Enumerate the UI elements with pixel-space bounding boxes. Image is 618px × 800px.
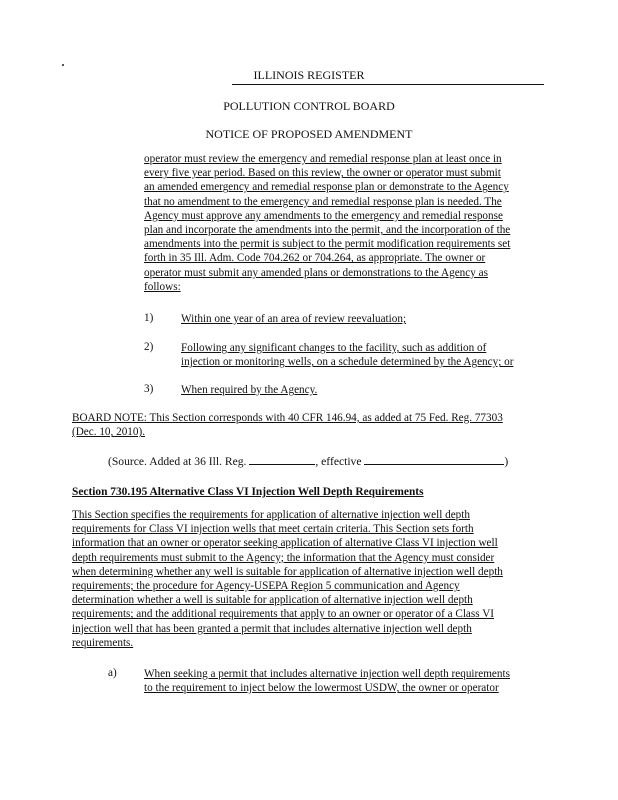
list-item-text: When required by the Agency. <box>181 384 318 396</box>
intro-line: Agency must approve any amendments to the emergency and remedial response <box>144 209 503 222</box>
intro-line: that no amendment to the emergency and remedial response plan is needed. The <box>144 195 502 208</box>
list-item-text: Within one year of an area of review reevaluation; <box>181 313 407 325</box>
section-heading: Section 730.195 Alternative Class VI Injection Well Depth Requirements <box>72 486 424 498</box>
board-note: BOARD NOTE: This Section corresponds with 40 CFR 146.94, as added at 75 Fed. Reg. 77303 (Dec. 10, 2010). <box>72 412 503 439</box>
section-paragraph: This Section specifies the requirements for application of alternative injection well depth requirements for Class VI injection wells that meet certain criteria. This Section sets forth information that an owner or operator seeking application of alternative Class VI injection well depth requirements must submit to the Agency; the information that the Agency must consider when determining whether any well is suitable for application of alternative injection well depth requirements; the procedure for Agency-USEPA Region 5 communication and Agency determination whether a well is suitable for application of alternative injection well depth requirements; and the additional requirements that apply to an owner or operator of a Class VI injection well that has been granted a permit that includes alternative injection well depth requirements. <box>72 509 503 649</box>
list-item-text: Following any significant changes to the facility, such as addition of injection or monitoring wells, on a schedule determined by the Agency; or <box>181 342 514 369</box>
intro-line: follows: <box>144 280 181 293</box>
intro-line: forth in 35 Ill. Adm. Code 704.262 or 704.264, as appropriate. The owner or <box>144 252 486 265</box>
board-title: POLLUTION CONTROL BOARD <box>223 99 395 113</box>
intro-line: operator must review the emergency and remedial response plan at least once in <box>144 153 502 165</box>
scan-speck <box>62 64 64 66</box>
register-rule <box>232 84 544 85</box>
intro-paragraph <box>144 152 544 294</box>
list-item-number: 1) <box>144 312 154 324</box>
intro-line: operator must submit any amended plans or demonstrations to the Agency as <box>144 266 488 279</box>
notice-title: NOTICE OF PROPOSED AMENDMENT <box>205 127 413 141</box>
subsection-label: a) <box>108 667 117 679</box>
intro-line: amendments into the permit is subject to the permit modification requirements set <box>144 238 511 251</box>
intro-line: every five year period. Based on this review, the owner or operator must submit <box>144 167 501 180</box>
list-item-number: 2) <box>144 341 154 353</box>
intro-line: plan and incorporate the amendments into the permit, and the incorporation of the <box>144 224 511 237</box>
list-item-number: 3) <box>144 383 154 395</box>
effective-date-blank <box>364 454 504 465</box>
intro-line: an amended emergency and remedial response plan or demonstrate to the Agency <box>144 181 509 194</box>
subsection-text: When seeking a permit that includes alternative injection well depth requirements to the requirement to inject below the lowermost USDW, the owner or operator <box>144 668 510 695</box>
source-line: (Source. Added at 36 Ill. Reg. , effective ) <box>108 455 509 468</box>
register-title: ILLINOIS REGISTER <box>253 68 365 82</box>
register-page-blank <box>249 454 315 465</box>
